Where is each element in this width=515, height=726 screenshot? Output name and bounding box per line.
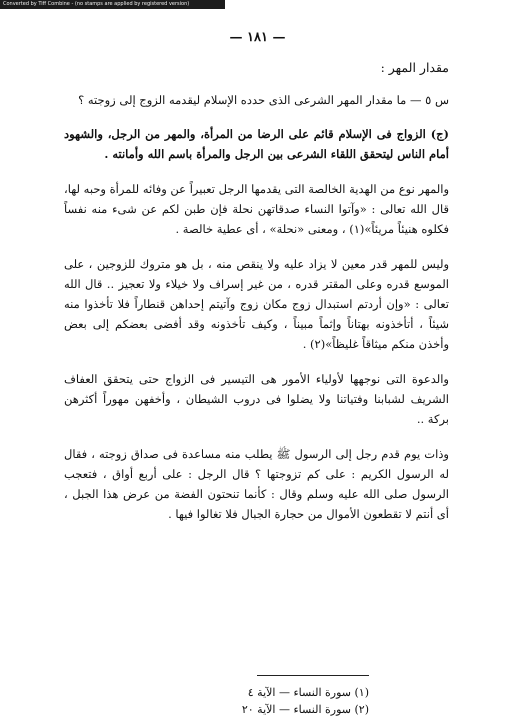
question-text: س ٥ — ما مقدار المهر الشرعى الذى حدده الإسلام ليقدمه الزوج إلى زوجته ؟	[78, 93, 449, 107]
section-heading: مقدار المهر :	[380, 60, 449, 75]
page-body	[64, 58, 449, 539]
body-paragraph-3: والدعوة التى نوجهها لأولياء الأمور هى التيسير فى الزواج حتى يتحقق العفاف الشريف لشبابنا وفتياتنا ولا يضلوا فى دروب الشيطان ، وأخفهن مهوراً أكثرهن بركة ..	[64, 372, 449, 426]
footnote-divider	[257, 675, 369, 676]
body-paragraph-2: وليس للمهر قدر معين لا يزاد عليه ولا ينقص منه ، بل هو متروك للزوجين ، على الموسع قدره وعلى المقتر قدره ، من غير إسراف ولا خيلاء ولا تعجيز .. قال الله تعالى : «وإن أردتم استبدال زوج مكان زوج وآتيتم إحداهن قنطاراً فلا تأخذوا منه شيئاً ، أتأخذونه بهتاناً وإثماً مبيناً ، وكيف تأخذونه وقد أفضى بعضكم إلى بعض وأخذن منكم ميثاقاً غليظاً»(٢) .	[64, 257, 449, 351]
footnote-1: (١) سورة النساء — الآية ٤	[247, 686, 369, 699]
body-paragraph-1: والمهر نوع من الهدية الخالصة التى يقدمها الرجل تعبيراً عن وفائه للمرأة وحبه لها، قال الله تعالى : «وآتوا النساء صدقاتهن نحلة فإن طبن لكم عن شىء منه نفساً فكلوه هنيئاً مريئاً»(١) ، ومعنى «نحلة» ، أى عطية خالصة .	[64, 182, 449, 236]
answer-paragraph: (ج) الزواج فى الإسلام قائم على الرضا من المرأة، والمهر من الرجل، والشهود أمام الناس ليتحقق اللقاء الشرعى بين الرجل والمرأة باسم الله وأمانته .	[64, 127, 449, 161]
converter-banner: Converted by Tiff Combine - (no stamps are applied by registered version)	[0, 0, 225, 9]
body-paragraph-4: وذات يوم قدم رجل إلى الرسول ﷺ يطلب منه مساعدة فى صداق زوجته ، فقال له الرسول الكريم : على كم تزوجتها ؟ قال الرجل : على أربع أواق ، فتعجب الرسول صلى الله عليه وسلم وقال : كأنما تنحتون الفضة من عرض هذا الجبل ، أى أنتم لا تقطعون الأموال من حجارة الجبال فلا تغالوا فيها .	[64, 447, 449, 521]
footnotes	[241, 684, 369, 718]
footnote-2: (٢) سورة النساء — الآية ٢٠	[241, 703, 369, 716]
page-number: — ١٨١ —	[229, 30, 286, 45]
